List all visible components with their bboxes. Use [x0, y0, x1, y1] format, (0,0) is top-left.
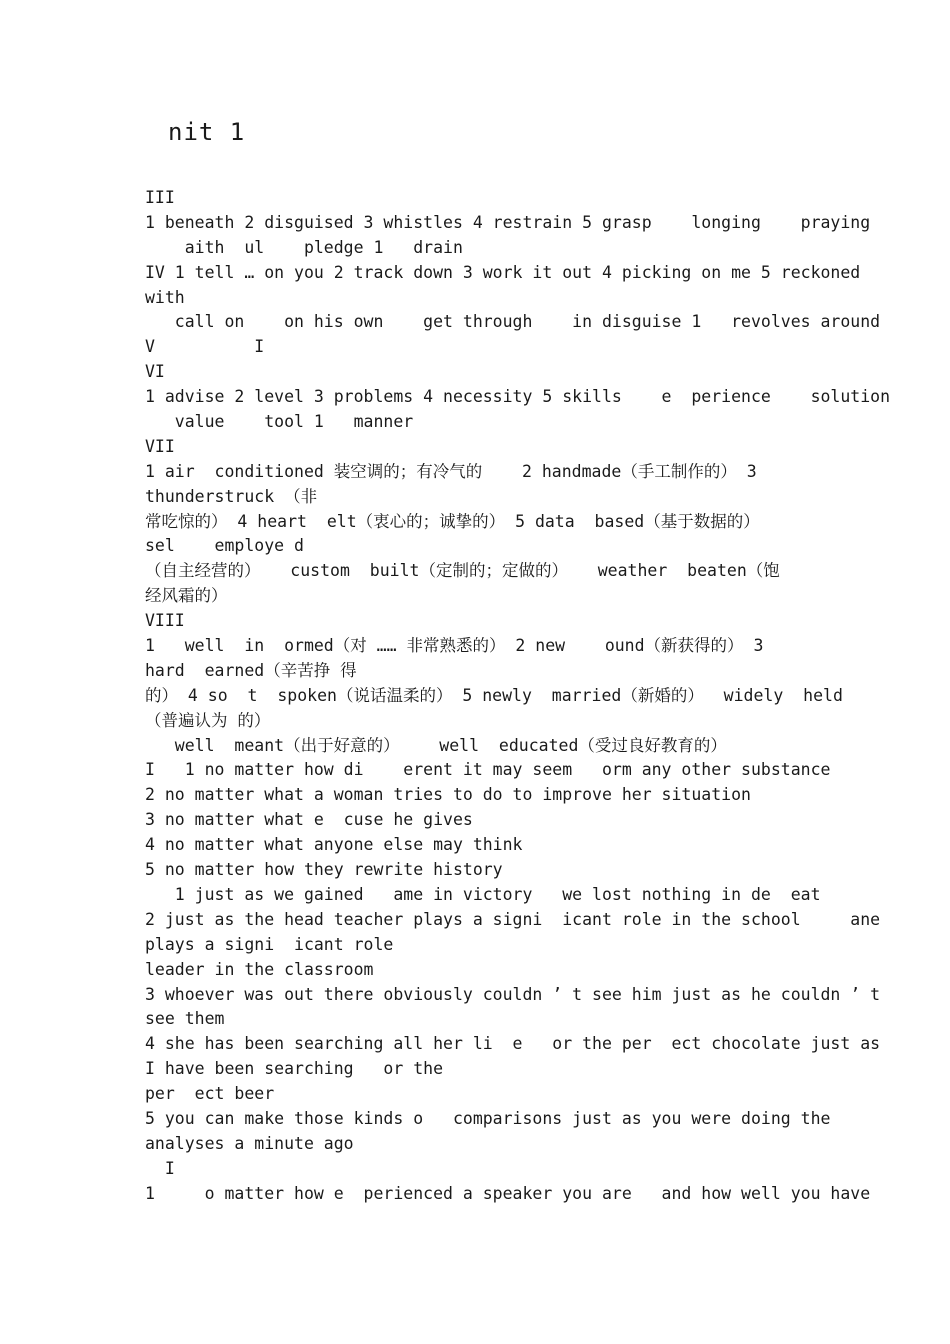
text-line: 4 no matter what anyone else may think [145, 835, 523, 855]
text-line: analyses a minute ago [145, 1133, 354, 1153]
text-line: 1 o matter how e perienced a speaker you are and how well you have [145, 1183, 871, 1203]
text-line: 3 no matter what e cuse he gives [145, 810, 473, 830]
text-line: I 1 no matter how di erent it may seem orm any other substance [145, 760, 831, 780]
text-line: 1 air conditioned 装空调的；有冷气的 2 handmade（手工制作的） 3 [145, 461, 757, 481]
text-line: 经风霜的） [145, 586, 228, 606]
text-line: call on on his own get through in disguise 1 revolves around [145, 312, 881, 332]
text-line: 2 no matter what a woman tries to do to improve her situation [145, 785, 751, 805]
text-line: 的） 4 so t spoken（说话温柔的） 5 newly married（新婚的） widely held [145, 685, 843, 705]
text-line: value tool 1 manner [145, 412, 414, 432]
text-line: thunderstruck （非 [145, 486, 318, 506]
text-line: 2 just as the head teacher plays a signi icant role in the school ane [145, 909, 881, 929]
text-line: 1 well in ormed（对 …… 非常熟悉的） 2 new ound（新获得的） 3 [145, 636, 764, 656]
text-line: I [145, 1158, 175, 1178]
text-line: per ect beer [145, 1084, 275, 1104]
text-line: 3 whoever was out there obviously couldn ’ t see him just as he couldn ’ t [145, 984, 881, 1004]
text-line: 1 advise 2 level 3 problems 4 necessity 5 skills e perience solution [145, 387, 891, 407]
text-line: plays a signi icant role [145, 934, 394, 954]
text-line: V I [145, 337, 265, 357]
text-line: （自主经营的） custom built（定制的；定做的） weather beaten（饱 [145, 561, 780, 581]
text-line: with [145, 287, 185, 307]
text-line: 1 beneath 2 disguised 3 whistles 4 restrain 5 grasp longing praying [145, 212, 871, 232]
text-line: 4 she has been searching all her li e or the per ect chocolate just as [145, 1034, 881, 1054]
text-line: sel employe d [145, 536, 304, 556]
text-line: VI [145, 362, 165, 382]
page-title: nit 1 [168, 118, 246, 146]
text-line: leader in the classroom [145, 959, 374, 979]
text-line: VII [145, 436, 175, 456]
text-line: see them [145, 1009, 225, 1029]
text-line: IV 1 tell … on you 2 track down 3 work it out 4 picking on me 5 reckoned [145, 262, 861, 282]
text-line: 1 just as we gained ame in victory we lost nothing in de eat [145, 884, 821, 904]
text-line: （普遍认为 的） [145, 710, 271, 730]
document-body [145, 186, 891, 1207]
text-line: hard earned（辛苦挣 得 [145, 660, 357, 680]
text-line: III [145, 188, 175, 207]
text-line: 5 no matter how they rewrite history [145, 860, 503, 880]
text-line: VIII [145, 611, 185, 631]
text-line: I have been searching or the [145, 1059, 444, 1079]
text-line: well meant（出于好意的） well educated（受过良好教育的） [145, 735, 727, 755]
text-line: 常吃惊的） 4 heart elt（衷心的；诚挚的） 5 data based（基于数据的） [145, 511, 760, 531]
text-line: aith ul pledge 1 drain [145, 237, 463, 257]
text-line: 5 you can make those kinds o comparisons just as you were doing the [145, 1108, 831, 1128]
